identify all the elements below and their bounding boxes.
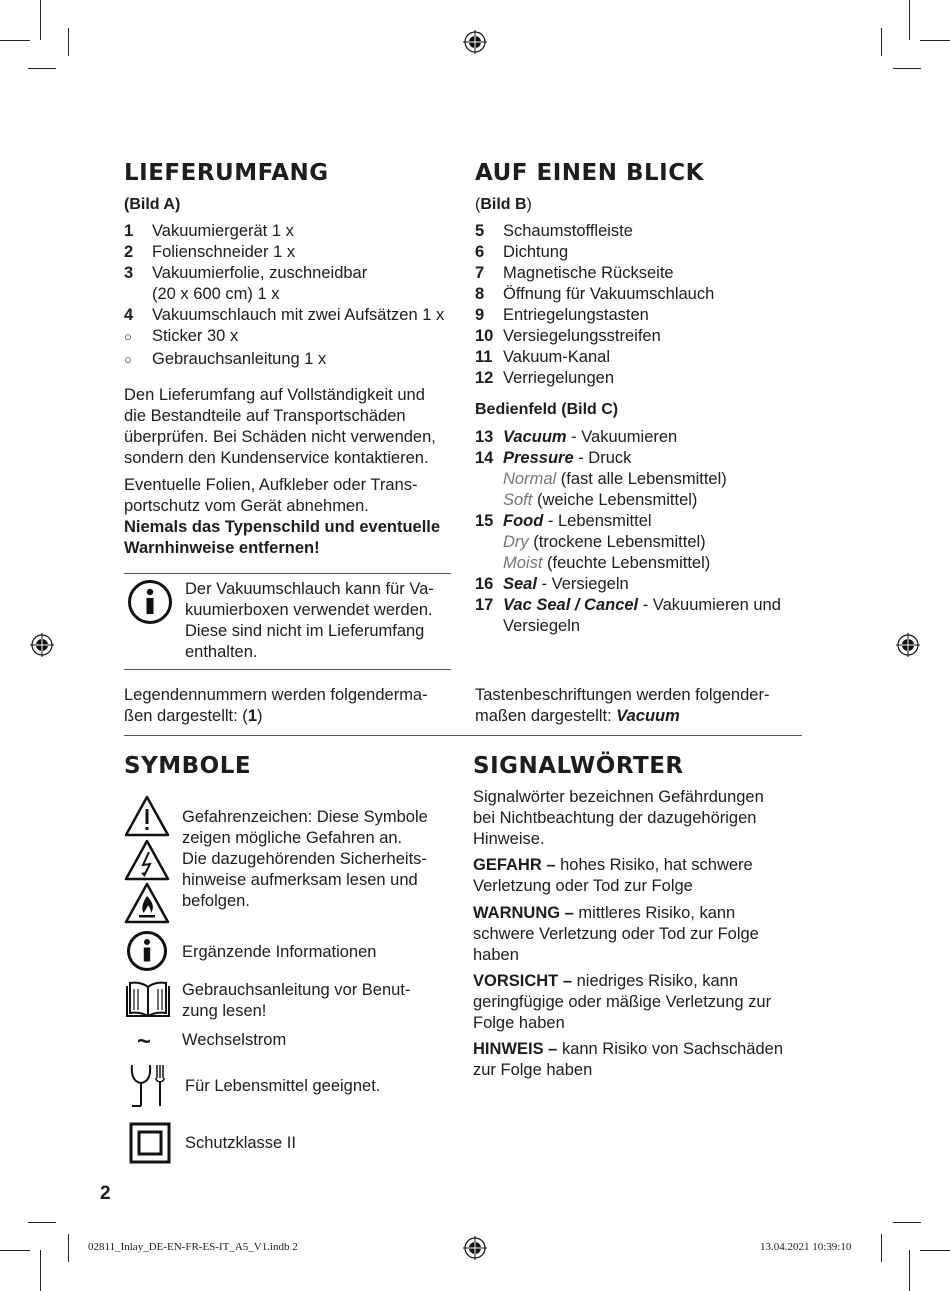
crop-mark [28, 1222, 56, 1223]
paragraph: Den Lieferumfang auf Vollständigkeit und die Bestandteile auf Transportschäden überprüfen. Bei Schäden nicht verwenden, sondern den Kundenservice kontaktieren. [124, 386, 436, 467]
registration-mark-icon [463, 1236, 487, 1260]
crop-mark [893, 68, 921, 69]
section-title-auf-einen-blick: AUF EINEN BLICK [475, 160, 704, 186]
crop-mark [893, 1222, 921, 1223]
list-item: 8 Öffnung für Vakuumschlauch [475, 285, 715, 303]
crop-mark [920, 1250, 950, 1251]
section-subtitle: (Bild A) [124, 196, 181, 213]
crop-mark [881, 1234, 882, 1262]
info-note: Der Vakuumschlauch kann für Va- kuumierboxen verwendet werden. Diese sind nicht im Lieferumfang enthalten. [185, 580, 434, 661]
crop-mark [909, 0, 910, 40]
signal-hinweis: HINWEIS – kann Risiko von Sachschäden zur Folge haben [473, 1040, 783, 1079]
control-item: 16 Seal - Versiegeln [475, 575, 629, 593]
manual-book-icon [124, 980, 172, 1020]
section-subtitle: (Bild B) [475, 196, 532, 213]
info-icon [126, 930, 168, 972]
crop-mark [68, 28, 69, 56]
list-item: 3 Vakuumierfolie, zuschneidbar [124, 264, 368, 282]
control-item: 15 Food - Lebensmittel [475, 512, 652, 530]
crop-mark [40, 1250, 41, 1291]
divider [124, 735, 802, 736]
section-title-lieferumfang: LIEFERUMFANG [124, 160, 329, 186]
food-safe-icon [128, 1062, 168, 1110]
registration-mark-icon [30, 633, 54, 657]
electric-hazard-icon [124, 839, 170, 881]
list-item: 4 Vakuumschlauch mit zwei Aufsätzen 1 x [124, 306, 445, 324]
food-symbol-description: Für Lebensmittel geeignet. [185, 1077, 381, 1095]
signal-vorsicht: VORSICHT – niedriges Risiko, kann geringfügige oder mäßige Verletzung zur Folge haben [473, 972, 772, 1032]
divider [124, 669, 451, 670]
list-item: 10 Versiegelungsstreifen [475, 327, 661, 345]
list-item: 2 Folienschneider 1 x [124, 243, 296, 261]
info-icon [127, 579, 173, 625]
protection-class-ii-icon [129, 1122, 171, 1164]
crop-mark [28, 68, 56, 69]
footer-filename: 02811_Inlay_DE-EN-FR-ES-IT_A5_V1.indb 2 [88, 1241, 298, 1253]
divider [124, 573, 451, 574]
crop-mark [881, 28, 882, 56]
signal-intro: Signalwörter bezeichnen Gefährdungen bei Nichtbeachtung der dazugehörigen Hinweise. [473, 788, 764, 848]
list-item: 12 Verriegelungen [475, 369, 615, 387]
crop-mark [909, 1250, 910, 1291]
crop-mark [0, 40, 30, 41]
fire-hazard-icon [124, 882, 170, 924]
list-item: 5 Schaumstoffleiste [475, 222, 633, 240]
page-number: 2 [100, 1183, 111, 1204]
control-item: Dry (trockene Lebensmittel) [503, 533, 706, 551]
bedienfeld-heading: Bedienfeld (Bild C) [475, 401, 619, 418]
list-item: ○ Sticker 30 x [124, 327, 239, 345]
list-item: ○ Gebrauchsanleitung 1 x [124, 350, 327, 368]
control-item: Soft (weiche Lebensmittel) [503, 491, 698, 509]
list-item: 1 Vakuumiergerät 1 x [124, 222, 294, 240]
control-item: Versiegeln [503, 617, 581, 635]
alternating-current-icon: ~ [137, 1028, 152, 1055]
crop-mark [68, 1234, 69, 1262]
control-item: 17 Vac Seal / Cancel - Vakuumieren und [475, 596, 781, 614]
crop-mark [40, 0, 41, 40]
ac-symbol-description: Wechselstrom [182, 1031, 287, 1049]
control-item: Normal (fast alle Lebensmittel) [503, 470, 727, 488]
list-item: 6 Dichtung [475, 243, 569, 261]
signal-gefahr: GEFAHR – hohes Risiko, hat schwere Verletzung oder Tod zur Folge [473, 856, 753, 895]
control-item: 13 Vacuum - Vakuumieren [475, 428, 678, 446]
crop-mark [0, 1250, 30, 1251]
control-item: Moist (feuchte Lebensmittel) [503, 554, 711, 572]
footer-timestamp: 13.04.2021 10:39:10 [760, 1241, 852, 1253]
danger-symbol-description: Gefahrenzeichen: Diese Symbole zeigen mögliche Gefahren an. Die dazugehörenden Sicherheits- hinweise aufmerksam lesen und befolgen. [182, 808, 428, 910]
manual-symbol-description: Gebrauchsanleitung vor Benut- zung lesen! [182, 981, 411, 1020]
crop-mark [920, 40, 950, 41]
list-item: 11 Vakuum-Kanal [475, 348, 611, 366]
info-symbol-description: Ergänzende Informationen [182, 943, 377, 961]
registration-mark-icon [463, 30, 487, 54]
control-item: 14 Pressure - Druck [475, 449, 632, 467]
registration-mark-icon [896, 633, 920, 657]
protection-class-description: Schutzklasse II [185, 1134, 296, 1152]
section-title-signalwoerter: SIGNALWÖRTER [473, 753, 684, 779]
list-item: 9 Entriegelungstasten [475, 306, 649, 324]
list-item: (20 x 600 cm) 1 x [152, 285, 280, 303]
signal-warnung: WARNUNG – mittleres Risiko, kann schwere Verletzung oder Tod zur Folge haben [473, 904, 759, 964]
list-item: 7 Magnetische Rückseite [475, 264, 674, 282]
paragraph: Eventuelle Folien, Aufkleber oder Trans- portschutz vom Gerät abnehmen. Niemals das Typenschild und eventuelle Warnhinweise entfernen! [124, 476, 441, 557]
warning-triangle-icon [124, 795, 170, 837]
legend-note: Legendennummern werden folgenderma- ßen dargestellt: (1) [124, 686, 428, 725]
section-title-symbole: SYMBOLE [124, 753, 252, 779]
legend-note: Tastenbeschriftungen werden folgender- maßen dargestellt: Vacuum [475, 686, 770, 725]
